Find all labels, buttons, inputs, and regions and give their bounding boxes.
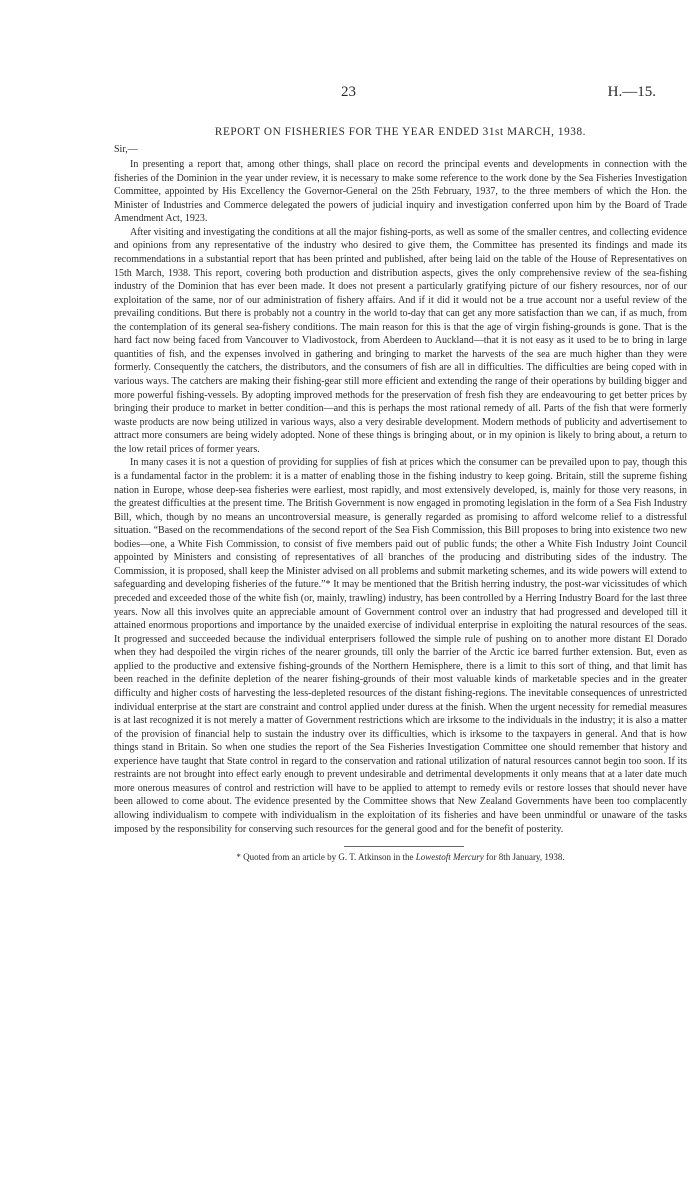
paragraph-3: In many cases it is not a question of providing for supplies of fish at prices which the consumer can be prevailed upon to pay, though this is a fundamental factor in the problem: it is a matter of enabling those in the fishing industry to keep going. Britain, still the supreme fishing nation in Europe, whose deep-sea fisheries were earliest, most rapidly, and most extensively developed, is, mainly for those very reasons, in the greatest difficulties at the present time. The British Government is now engaged in promoting legislation in the form of a Sea Fish Industry Bill, which, though by no means an uncontroversial measure, is generally regarded as promising to afford welcome relief to a distressful situation. “Based on the recommendations of the second report of the Sea Fish Commission, this Bill proposes to bring into existence two new bodies—one, a White Fish Commission, to consist of five members paid out of public funds; the other a White Fish Industry Joint Council appointed by Ministers and consisting of representatives of all branches of the producing and distributing sides of the industry. The Commission, it is proposed, shall keep the Minister advised on all problems and submit marketing schemes, and its wide powers will extend to safeguarding and developing fisheries of the future.”* It may be mentioned that the British herring industry, the post-war vicissitudes of which preceded and exceeded those of the white fish (or, mainly, trawling) industry, has been controlled by a Herring Industry Board for the last three years. Now all this involves quite an appreciable amount of Government control over an industry that had progressed and developed till it attained enormous proportions and importance by the unaided exercise of individual enterprise in exploiting the natural resources of the seas. It progressed and succeeded because the individual enterprisers followed the simple rule of pushing on to another more distant El Dorado when they had despoiled the virgin riches of the nearer grounds, till only the barrier of the Arctic ice barred further extension. But, even as applied to the productive and extensive fishing-grounds of the Northern Hemisphere, there is a limit to this sort of thing, and that limit has been reached in the definite depletion of the nearer fishing-grounds of their most valuable kinds of marketable species and in the greater difficulty and higher costs of harvesting the less-depleted resources of the distant fishing-regions. The inevitable consequences of unrestricted individual enterprise at the start are constraint and control applied under duress at the finish. When the urgent necessity for remedial measures is at last recognized it is not merely a matter of Government restrictions which are irksome to the individuals in the industry; it is also a matter of the provision of financial help to sustain the industry over its difficulties, which is irksome to the taxpayers in general. And that is how things stand in Britain. So when one studies the report of the Sea Fisheries Investigation Committee one should remember that history and experience have taught that State control in regard to the conservation and rational utilization of natural resources cannot begin too soon. If its restraints are not brought into effect early enough to prevent undesirable and detrimental developments it only means that at a later date much more onerous measures of control and restriction will have to be applied to attempt to remedy evils or restore losses that should never have been allowed to come about. The evidence presented by the Committee shows that New Zealand Governments have been too complacently allowing individualism to compete with individualism in the exploitation of its fisheries and have been unmindful or unaware of the tasks imposed by the responsibility for conserving such resources for the general good and for the benefit of posterity. [114,457,687,835]
footnote-suffix: for 8th January, 1938. [483,852,565,863]
paragraph-2: After visiting and investigating the conditions at all the major fishing-ports, as well as some of the smaller centres, and collecting evidence and opinions from any representative of the industry who desired to give them, the Committee has presented its findings and made its recommendations in a substantial report that has been printed and published, after being laid on the table of the House of Representatives on 15th March, 1938. This report, covering both production and distribution aspects, gives the only comprehensive review of the sea-fishing industry of the Dominion that has ever been made. It does not present a particularly gratifying picture of our fishery resources, nor of our exploitation of the same, nor of our administration of fishery affairs. And if it did it would not be a true account nor a useful review of the prevailing conditions. But there is probably not a country in the world to-day that can get any more satisfaction than we can, if as much, from the contemplation of its general sea-fishery conditions. The main reason for this is that the age of virgin fishing-grounds is gone. That is the hard fact now being faced from Vancouver to Vladivostock, from Aberdeen to Auckland—that it is not easy as it used to be to bring in large quantities of fish, and the expenses involved in gathering and bringing to market the harvests of the sea are much higher than they were formerly. Consequently the catchers, the distributors, and the consumers of fish are all in difficulties. The difficulties are being coped with in various ways. The catchers are making their fishing-gear still more efficient and extending the range of their operations by building bigger and more powerful fishing-vessels. By adopting improved methods for the preservation of fresh fish they are endeavouring to get better prices by bringing their produce to market in better condition—and this is perhaps the most rational remedy of all. Parts of the fish that were formerly waste products are now being utilized in various ways, also a very desirable development. Modern methods of publicity and advertisement to attract more consumers are being widely adopted. None of these things is bringing about, or in my opinion is likely to bring about, a return to the low retail prices of former years. [114,226,687,455]
footnote [114,851,687,863]
report-body [114,126,687,863]
footnote-publication: Lowestoft Mercury [415,852,484,863]
salutation: Sir,— [114,144,138,155]
footnote-divider [344,846,464,847]
footnote-prefix: * Quoted from an article by G. T. Atkinson in the [236,852,416,863]
document-reference: H.—15. [607,84,656,100]
page-header [0,84,700,104]
paragraph-1: In presenting a report that, among other things, shall place on record the principal events and developments in connection with the fisheries of the Dominion in the year under review, it is necessary to make some reference to the work done by the Sea Fisheries Investigation Committee, appointed by His Excellency the Governor-General on the 25th February, 1937, to the three members of which the Hon. the Minister of Industries and Commerce delegated the powers of judicial inquiry and investigation conferred upon him by the Board of Trade Amendment Act, 1923. [114,159,687,225]
report-title: REPORT ON FISHERIES FOR THE YEAR ENDED 31st MARCH, 1938. [214,126,587,138]
page-number: 23 [341,84,356,100]
